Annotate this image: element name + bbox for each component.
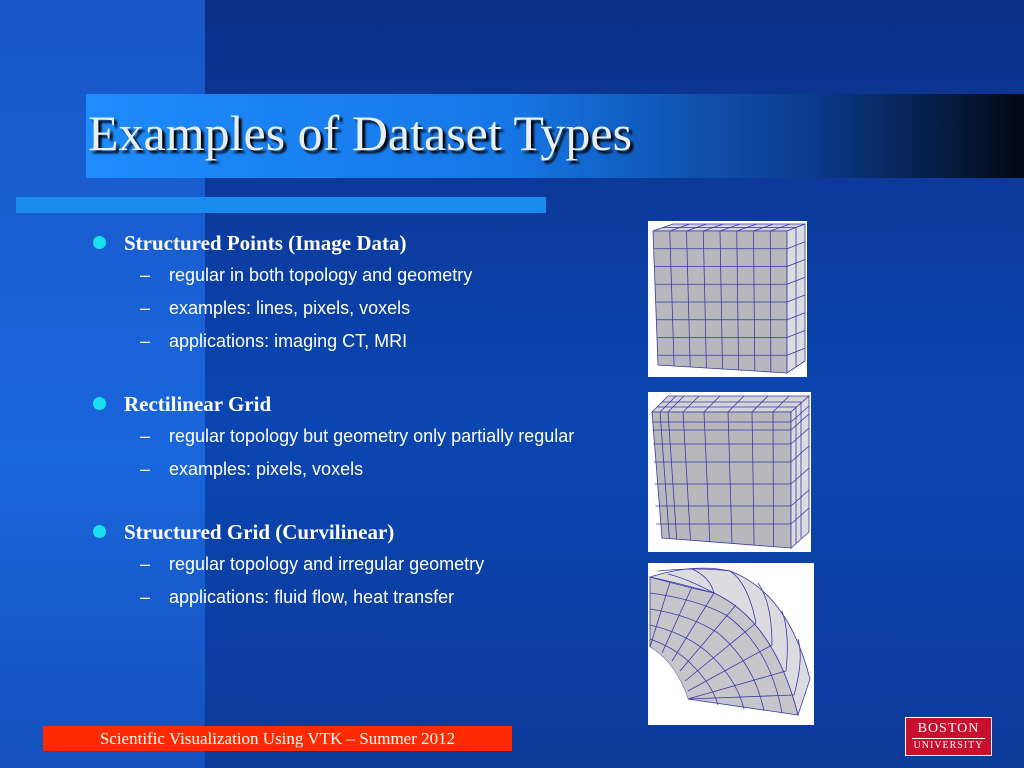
sub-bullet-text: regular topology but geometry only partially regular: [169, 426, 575, 446]
bullet-rectilinear-grid: [88, 391, 628, 417]
rectilinear-grid-figure: [648, 392, 811, 552]
sub-bullet-text: applications: imaging CT, MRI: [169, 331, 408, 351]
dash-icon: –: [140, 587, 151, 607]
bullet-dot-icon: [93, 236, 106, 249]
boston-university-logo: [905, 717, 992, 756]
sub-bullet: [88, 423, 628, 450]
title-rule: [16, 197, 546, 213]
bullet-structured-grid: [88, 519, 628, 545]
sub-bullet-text: examples: lines, pixels, voxels: [169, 298, 411, 318]
bullet-list: [88, 230, 628, 611]
sub-bullet-text: regular in both topology and geometry: [169, 265, 473, 285]
image-data-figure: [648, 221, 807, 377]
bullet-heading: Structured Grid (Curvilinear): [124, 520, 395, 544]
dash-icon: –: [140, 459, 151, 479]
dash-icon: –: [140, 265, 151, 285]
structured-grid-drawing: [648, 563, 814, 725]
dash-icon: –: [140, 331, 151, 351]
logo-line2: UNIVERSITY: [913, 740, 984, 751]
sub-bullet-text: examples: pixels, voxels: [169, 459, 364, 479]
footer-bar: Scientific Visualization Using VTK – Summer 2012: [43, 726, 512, 751]
sub-bullet-text: regular topology and irregular geometry: [169, 554, 485, 574]
bullet-dot-icon: [93, 525, 106, 538]
rectilinear-grid-drawing: [648, 392, 811, 552]
sub-bullet: [88, 456, 628, 483]
sub-bullet: [88, 584, 628, 611]
bullet-heading: Rectilinear Grid: [124, 392, 272, 416]
image-data-grid-drawing: [648, 221, 807, 377]
dash-icon: –: [140, 554, 151, 574]
bullet-structured-points: [88, 230, 628, 256]
bullet-heading: Structured Points (Image Data): [124, 231, 407, 255]
sub-bullet: [88, 328, 628, 355]
sub-bullet-text: applications: fluid flow, heat transfer: [169, 587, 455, 607]
logo-line1: BOSTON: [917, 721, 980, 736]
sub-bullet: [88, 295, 628, 322]
sub-bullet: [88, 551, 628, 578]
dash-icon: –: [140, 426, 151, 446]
sub-bullet: [88, 262, 628, 289]
structured-grid-figure: [648, 563, 814, 725]
bullet-dot-icon: [93, 397, 106, 410]
slide-title: Examples of Dataset Types: [88, 105, 633, 161]
dash-icon: –: [140, 298, 151, 318]
